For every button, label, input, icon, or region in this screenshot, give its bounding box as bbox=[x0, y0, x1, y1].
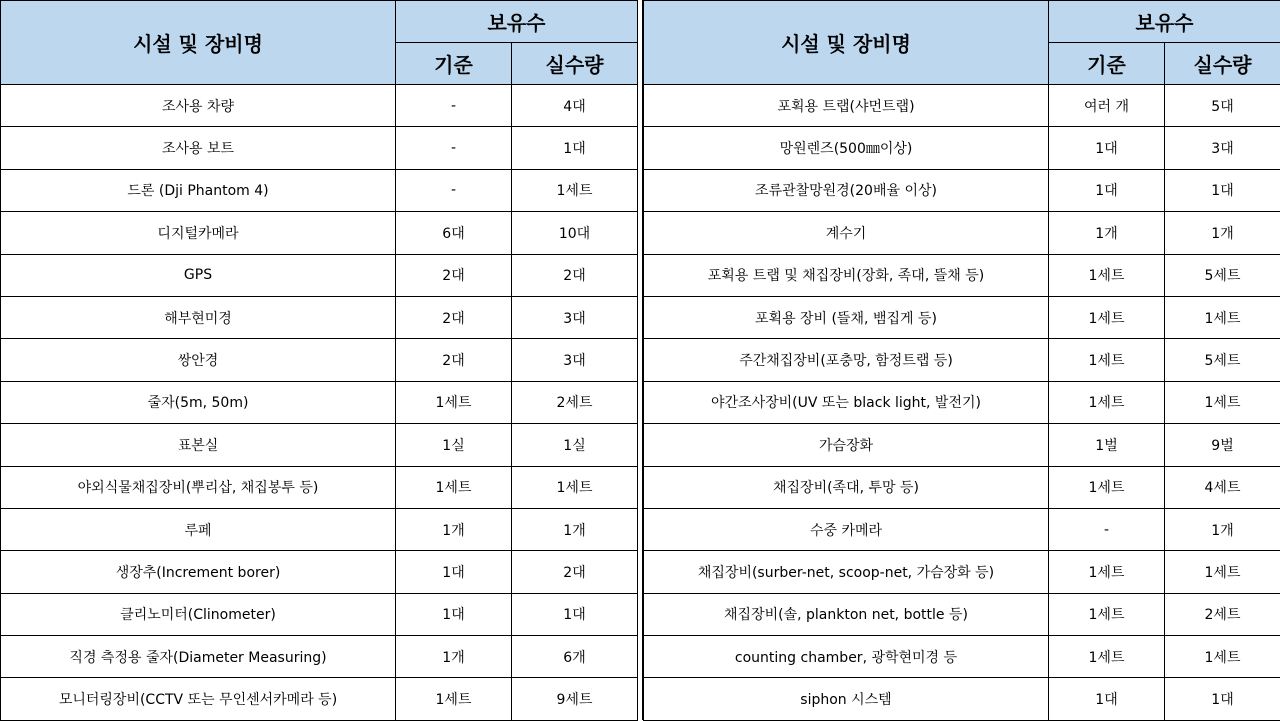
cell-name: 야간조사장비(UV 또는 black light, 발전기) bbox=[644, 381, 1049, 423]
cell-name: 직경 측정용 줄자(Diameter Measuring) bbox=[1, 636, 396, 678]
cell-actual: 1대 bbox=[1165, 678, 1280, 720]
cell-standard: 1대 bbox=[396, 551, 512, 593]
cell-name: 주간채집장비(포충망, 함정트랩 등) bbox=[644, 339, 1049, 381]
table-row bbox=[644, 678, 1280, 720]
cell-standard: 1세트 bbox=[1049, 636, 1165, 678]
cell-name: 가슴장화 bbox=[644, 424, 1049, 466]
cell-actual: 4세트 bbox=[1165, 466, 1280, 508]
cell-name: 해부현미경 bbox=[1, 296, 396, 338]
cell-actual: 2대 bbox=[512, 254, 638, 296]
left-table-section bbox=[0, 0, 637, 720]
table-row bbox=[644, 593, 1280, 635]
cell-actual: 3대 bbox=[512, 296, 638, 338]
table-row bbox=[1, 508, 638, 550]
cell-standard: 1대 bbox=[1049, 169, 1165, 211]
cell-standard: 1세트 bbox=[1049, 593, 1165, 635]
table-row bbox=[1, 127, 638, 169]
cell-actual: 10대 bbox=[512, 212, 638, 254]
cell-standard: 1세트 bbox=[396, 678, 512, 720]
cell-actual: 3대 bbox=[512, 339, 638, 381]
cell-name: 클리노미터(Clinometer) bbox=[1, 593, 396, 635]
cell-standard: 6대 bbox=[396, 212, 512, 254]
cell-name: 조류관찰망원경(20배율 이상) bbox=[644, 169, 1049, 211]
cell-name: 수중 카메라 bbox=[644, 508, 1049, 550]
table-row bbox=[644, 85, 1280, 127]
cell-standard: 1개 bbox=[396, 508, 512, 550]
right-header-row-1 bbox=[644, 1, 1280, 43]
table-row bbox=[1, 551, 638, 593]
table-row bbox=[644, 381, 1280, 423]
table-row bbox=[1, 381, 638, 423]
cell-actual: 4대 bbox=[512, 85, 638, 127]
cell-name: 망원렌즈(500㎜이상) bbox=[644, 127, 1049, 169]
right-header-name: 시설 및 장비명 bbox=[644, 1, 1049, 85]
cell-actual: 1세트 bbox=[1165, 381, 1280, 423]
cell-actual: 1세트 bbox=[1165, 636, 1280, 678]
cell-name: siphon 시스템 bbox=[644, 678, 1049, 720]
cell-standard: - bbox=[396, 169, 512, 211]
cell-standard: 2대 bbox=[396, 254, 512, 296]
cell-standard: 2대 bbox=[396, 339, 512, 381]
cell-actual: 1개 bbox=[1165, 508, 1280, 550]
table-row bbox=[1, 339, 638, 381]
cell-standard: 2대 bbox=[396, 296, 512, 338]
cell-standard: 1개 bbox=[396, 636, 512, 678]
cell-actual: 5세트 bbox=[1165, 339, 1280, 381]
cell-name: 디지털카메라 bbox=[1, 212, 396, 254]
cell-standard: 1대 bbox=[396, 593, 512, 635]
cell-actual: 1세트 bbox=[1165, 551, 1280, 593]
table-row bbox=[1, 169, 638, 211]
cell-actual: 9벌 bbox=[1165, 424, 1280, 466]
cell-name: counting chamber, 광학현미경 등 bbox=[644, 636, 1049, 678]
cell-standard: 1세트 bbox=[1049, 466, 1165, 508]
cell-name: 모니터링장비(CCTV 또는 무인센서카메라 등) bbox=[1, 678, 396, 720]
cell-actual: 2세트 bbox=[1165, 593, 1280, 635]
left-equipment-table bbox=[0, 0, 638, 721]
table-row bbox=[1, 296, 638, 338]
table-row bbox=[1, 212, 638, 254]
cell-name: 계수기 bbox=[644, 212, 1049, 254]
cell-name: 표본실 bbox=[1, 424, 396, 466]
cell-actual: 1대 bbox=[1165, 169, 1280, 211]
table-row bbox=[1, 254, 638, 296]
cell-actual: 6개 bbox=[512, 636, 638, 678]
cell-standard: 1세트 bbox=[1049, 381, 1165, 423]
table-row bbox=[644, 254, 1280, 296]
cell-name: 야외식물채집장비(뿌리삽, 채집봉투 등) bbox=[1, 466, 396, 508]
cell-actual: 2세트 bbox=[512, 381, 638, 423]
table-row bbox=[1, 85, 638, 127]
cell-name: 드론 (Dji Phantom 4) bbox=[1, 169, 396, 211]
right-table-section bbox=[643, 0, 1280, 720]
cell-standard: 여러 개 bbox=[1049, 85, 1165, 127]
right-equipment-table bbox=[643, 0, 1280, 721]
left-header-row-1 bbox=[1, 1, 638, 43]
cell-actual: 2대 bbox=[512, 551, 638, 593]
cell-standard: - bbox=[396, 127, 512, 169]
cell-name: 생장추(Increment borer) bbox=[1, 551, 396, 593]
table-row bbox=[644, 169, 1280, 211]
cell-name: 포획용 트랩(샤먼트랩) bbox=[644, 85, 1049, 127]
cell-actual: 1대 bbox=[512, 593, 638, 635]
right-header-holding: 보유수 bbox=[1049, 1, 1280, 43]
cell-actual: 5대 bbox=[1165, 85, 1280, 127]
cell-name: 포획용 장비 (뜰채, 뱀집게 등) bbox=[644, 296, 1049, 338]
left-header-actual: 실수량 bbox=[512, 43, 638, 85]
cell-name: 조사용 차량 bbox=[1, 85, 396, 127]
left-header-standard: 기준 bbox=[396, 43, 512, 85]
cell-actual: 1세트 bbox=[512, 466, 638, 508]
cell-actual: 1실 bbox=[512, 424, 638, 466]
cell-standard: - bbox=[1049, 508, 1165, 550]
cell-name: 루페 bbox=[1, 508, 396, 550]
table-row bbox=[644, 212, 1280, 254]
table-row bbox=[644, 339, 1280, 381]
cell-name: 채집장비(surber-net, scoop-net, 가슴장화 등) bbox=[644, 551, 1049, 593]
cell-standard: 1실 bbox=[396, 424, 512, 466]
table-row bbox=[644, 466, 1280, 508]
cell-name: 줄자(5m, 50m) bbox=[1, 381, 396, 423]
cell-name: 채집장비(족대, 투망 등) bbox=[644, 466, 1049, 508]
table-row bbox=[644, 296, 1280, 338]
cell-name: 채집장비(솔, plankton net, bottle 등) bbox=[644, 593, 1049, 635]
cell-standard: 1대 bbox=[1049, 127, 1165, 169]
cell-standard: - bbox=[396, 85, 512, 127]
cell-name: GPS bbox=[1, 254, 396, 296]
cell-name: 조사용 보트 bbox=[1, 127, 396, 169]
cell-actual: 9세트 bbox=[512, 678, 638, 720]
left-header-holding: 보유수 bbox=[396, 1, 638, 43]
cell-standard: 1세트 bbox=[1049, 551, 1165, 593]
cell-standard: 1개 bbox=[1049, 212, 1165, 254]
cell-name: 포획용 트랩 및 채집장비(장화, 족대, 뜰채 등) bbox=[644, 254, 1049, 296]
cell-actual: 5세트 bbox=[1165, 254, 1280, 296]
cell-actual: 1세트 bbox=[1165, 296, 1280, 338]
cell-actual: 3대 bbox=[1165, 127, 1280, 169]
cell-actual: 1개 bbox=[512, 508, 638, 550]
left-header-name: 시설 및 장비명 bbox=[1, 1, 396, 85]
right-header-actual: 실수량 bbox=[1165, 43, 1280, 85]
cell-standard: 1세트 bbox=[396, 381, 512, 423]
cell-standard: 1세트 bbox=[396, 466, 512, 508]
table-row bbox=[1, 424, 638, 466]
cell-standard: 1세트 bbox=[1049, 296, 1165, 338]
cell-standard: 1세트 bbox=[1049, 339, 1165, 381]
right-table-body bbox=[644, 85, 1280, 721]
table-row bbox=[644, 508, 1280, 550]
table-row bbox=[1, 636, 638, 678]
cell-standard: 1벌 bbox=[1049, 424, 1165, 466]
cell-standard: 1세트 bbox=[1049, 254, 1165, 296]
left-table-body bbox=[1, 85, 638, 721]
cell-actual: 1개 bbox=[1165, 212, 1280, 254]
right-header-standard: 기준 bbox=[1049, 43, 1165, 85]
table-row bbox=[644, 127, 1280, 169]
table-row bbox=[1, 678, 638, 720]
table-row bbox=[1, 593, 638, 635]
cell-actual: 1대 bbox=[512, 127, 638, 169]
table-row bbox=[644, 424, 1280, 466]
table-row bbox=[644, 551, 1280, 593]
cell-standard: 1대 bbox=[1049, 678, 1165, 720]
table-row bbox=[1, 466, 638, 508]
cell-name: 쌍안경 bbox=[1, 339, 396, 381]
table-row bbox=[644, 636, 1280, 678]
cell-actual: 1세트 bbox=[512, 169, 638, 211]
